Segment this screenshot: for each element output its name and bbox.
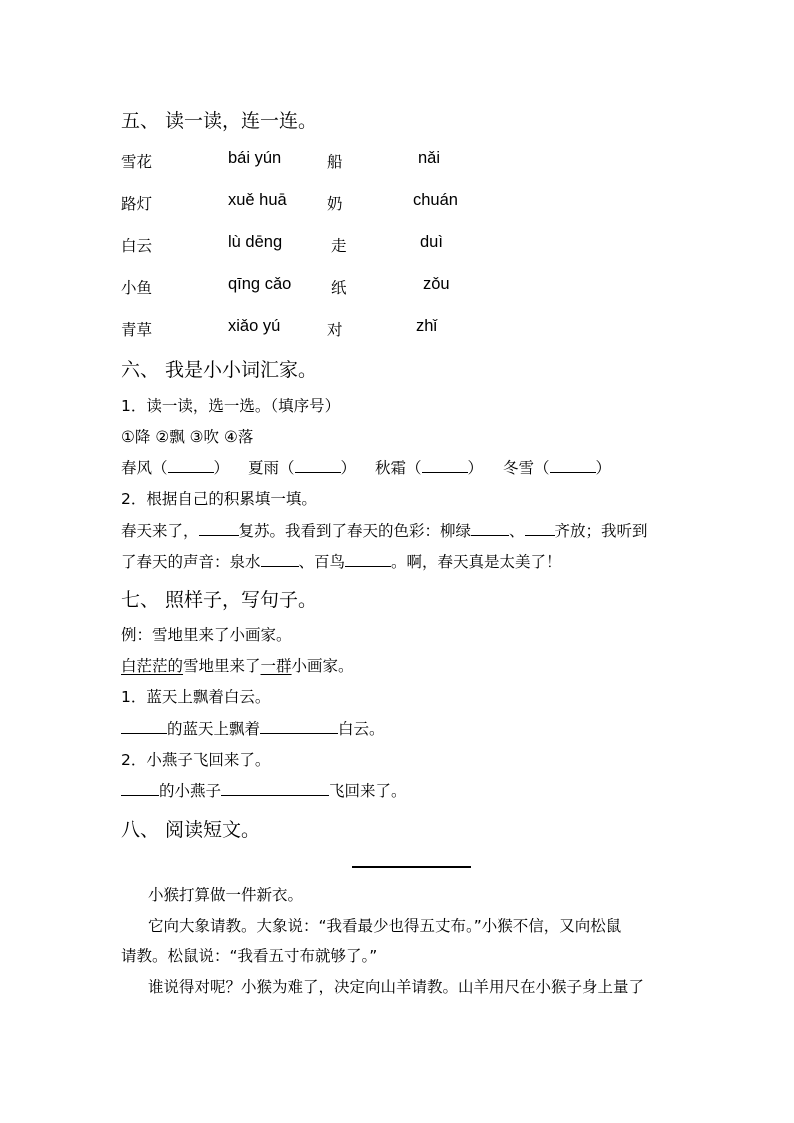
- answer-blank[interactable]: [471, 534, 509, 536]
- fill-item-row: 冬雪（ ）: [503, 459, 612, 477]
- answer-blank[interactable]: [121, 794, 159, 796]
- answer-blank[interactable]: [221, 794, 329, 796]
- passage-title-blank[interactable]: [352, 866, 471, 868]
- match-char: 船: [327, 153, 343, 171]
- passage-paragraph: 它向大象请教。大象说：“我看最少也得五丈布。”小猴不信，又向松鼠: [148, 917, 622, 935]
- match-char-pinyin: duì: [420, 233, 443, 251]
- fill-item-label: 夏雨: [248, 459, 280, 477]
- options-line: ①降 ②飘 ③吹 ④落: [121, 428, 254, 446]
- match-word: 小鱼: [121, 279, 153, 297]
- fill-item-label: 冬雪: [503, 459, 535, 477]
- fill-item-label: 春风: [121, 459, 153, 477]
- match-pinyin: qīng cǎo: [228, 275, 292, 293]
- section-8-title: 八、 阅读短文。: [121, 819, 261, 841]
- passage-paragraph: 小猴打算做一件新衣。: [148, 886, 304, 904]
- question-7-2: 2．小燕子飞回来了。: [121, 751, 271, 769]
- section-7-title: 七、 照样子，写句子。: [121, 589, 318, 611]
- match-char-pinyin: zǒu: [423, 275, 450, 293]
- question-6-2: 2．根据自己的积累填一填。: [121, 490, 317, 508]
- passage-paragraph: 谁说得对呢？小猴为难了，决定向山羊请教。山羊用尺在小猴子身上量了: [148, 978, 645, 996]
- question-7-1: 1．蓝天上飘着白云。: [121, 688, 271, 706]
- answer-blank[interactable]: [168, 471, 214, 473]
- answer-blank[interactable]: [121, 732, 167, 734]
- match-word: 雪花: [121, 153, 153, 171]
- answer-blank[interactable]: [345, 565, 391, 567]
- example-sentence: 例：雪地里来了小画家。: [121, 626, 292, 644]
- answer-blank[interactable]: [525, 534, 555, 536]
- fill-item-label: 秋霜: [375, 459, 407, 477]
- match-pinyin: bái yún: [228, 149, 282, 167]
- match-char: 走: [331, 237, 347, 255]
- section-6-title: 六、 我是小小词汇家。: [121, 359, 318, 381]
- match-word: 白云: [121, 237, 153, 255]
- match-char: 对: [327, 321, 343, 339]
- match-char-pinyin: zhǐ: [416, 317, 438, 335]
- match-char: 纸: [331, 279, 347, 297]
- section-5-title: 五、 读一读，连一连。: [121, 110, 318, 132]
- match-char: 奶: [327, 195, 343, 213]
- match-word: 路灯: [121, 195, 153, 213]
- answer-blank[interactable]: [422, 471, 468, 473]
- answer-blank[interactable]: [295, 471, 341, 473]
- fill-item-row: 夏雨（ ）: [248, 459, 357, 477]
- fill-item-row: 春风（ ）: [121, 459, 230, 477]
- answer-line-7-2: 的小燕子 飞回来了。: [121, 779, 407, 801]
- match-pinyin: xuě huā: [228, 191, 287, 209]
- answer-line-7-1: 的蓝天上飘着 白云。: [121, 717, 385, 739]
- answer-blank[interactable]: [199, 534, 239, 536]
- match-word: 青草: [121, 321, 153, 339]
- model-sentence: 白茫茫的雪地里来了一群小画家。: [121, 657, 354, 675]
- answer-blank[interactable]: [550, 471, 596, 473]
- match-char-pinyin: nǎi: [418, 149, 441, 167]
- fill-sentence-line-2: 了春天的声音：泉水 、百鸟 。啊，春天真是太美了！: [121, 553, 562, 571]
- passage-paragraph-cont: 请教。松鼠说：“我看五寸布就够了。”: [121, 947, 378, 965]
- match-pinyin: lù dēng: [228, 233, 283, 251]
- answer-blank[interactable]: [261, 565, 299, 567]
- question-6-1: 1．读一读，选一选。（填序号）: [121, 397, 341, 415]
- fill-item-row: 秋霜（ ）: [375, 459, 484, 477]
- match-char-pinyin: chuán: [413, 191, 458, 209]
- fill-sentence-line-1: 春天来了， 复苏。我看到了春天的色彩：柳绿 、 齐放；我听到: [121, 522, 648, 540]
- answer-blank[interactable]: [260, 732, 338, 734]
- match-pinyin: xiǎo yú: [228, 317, 281, 335]
